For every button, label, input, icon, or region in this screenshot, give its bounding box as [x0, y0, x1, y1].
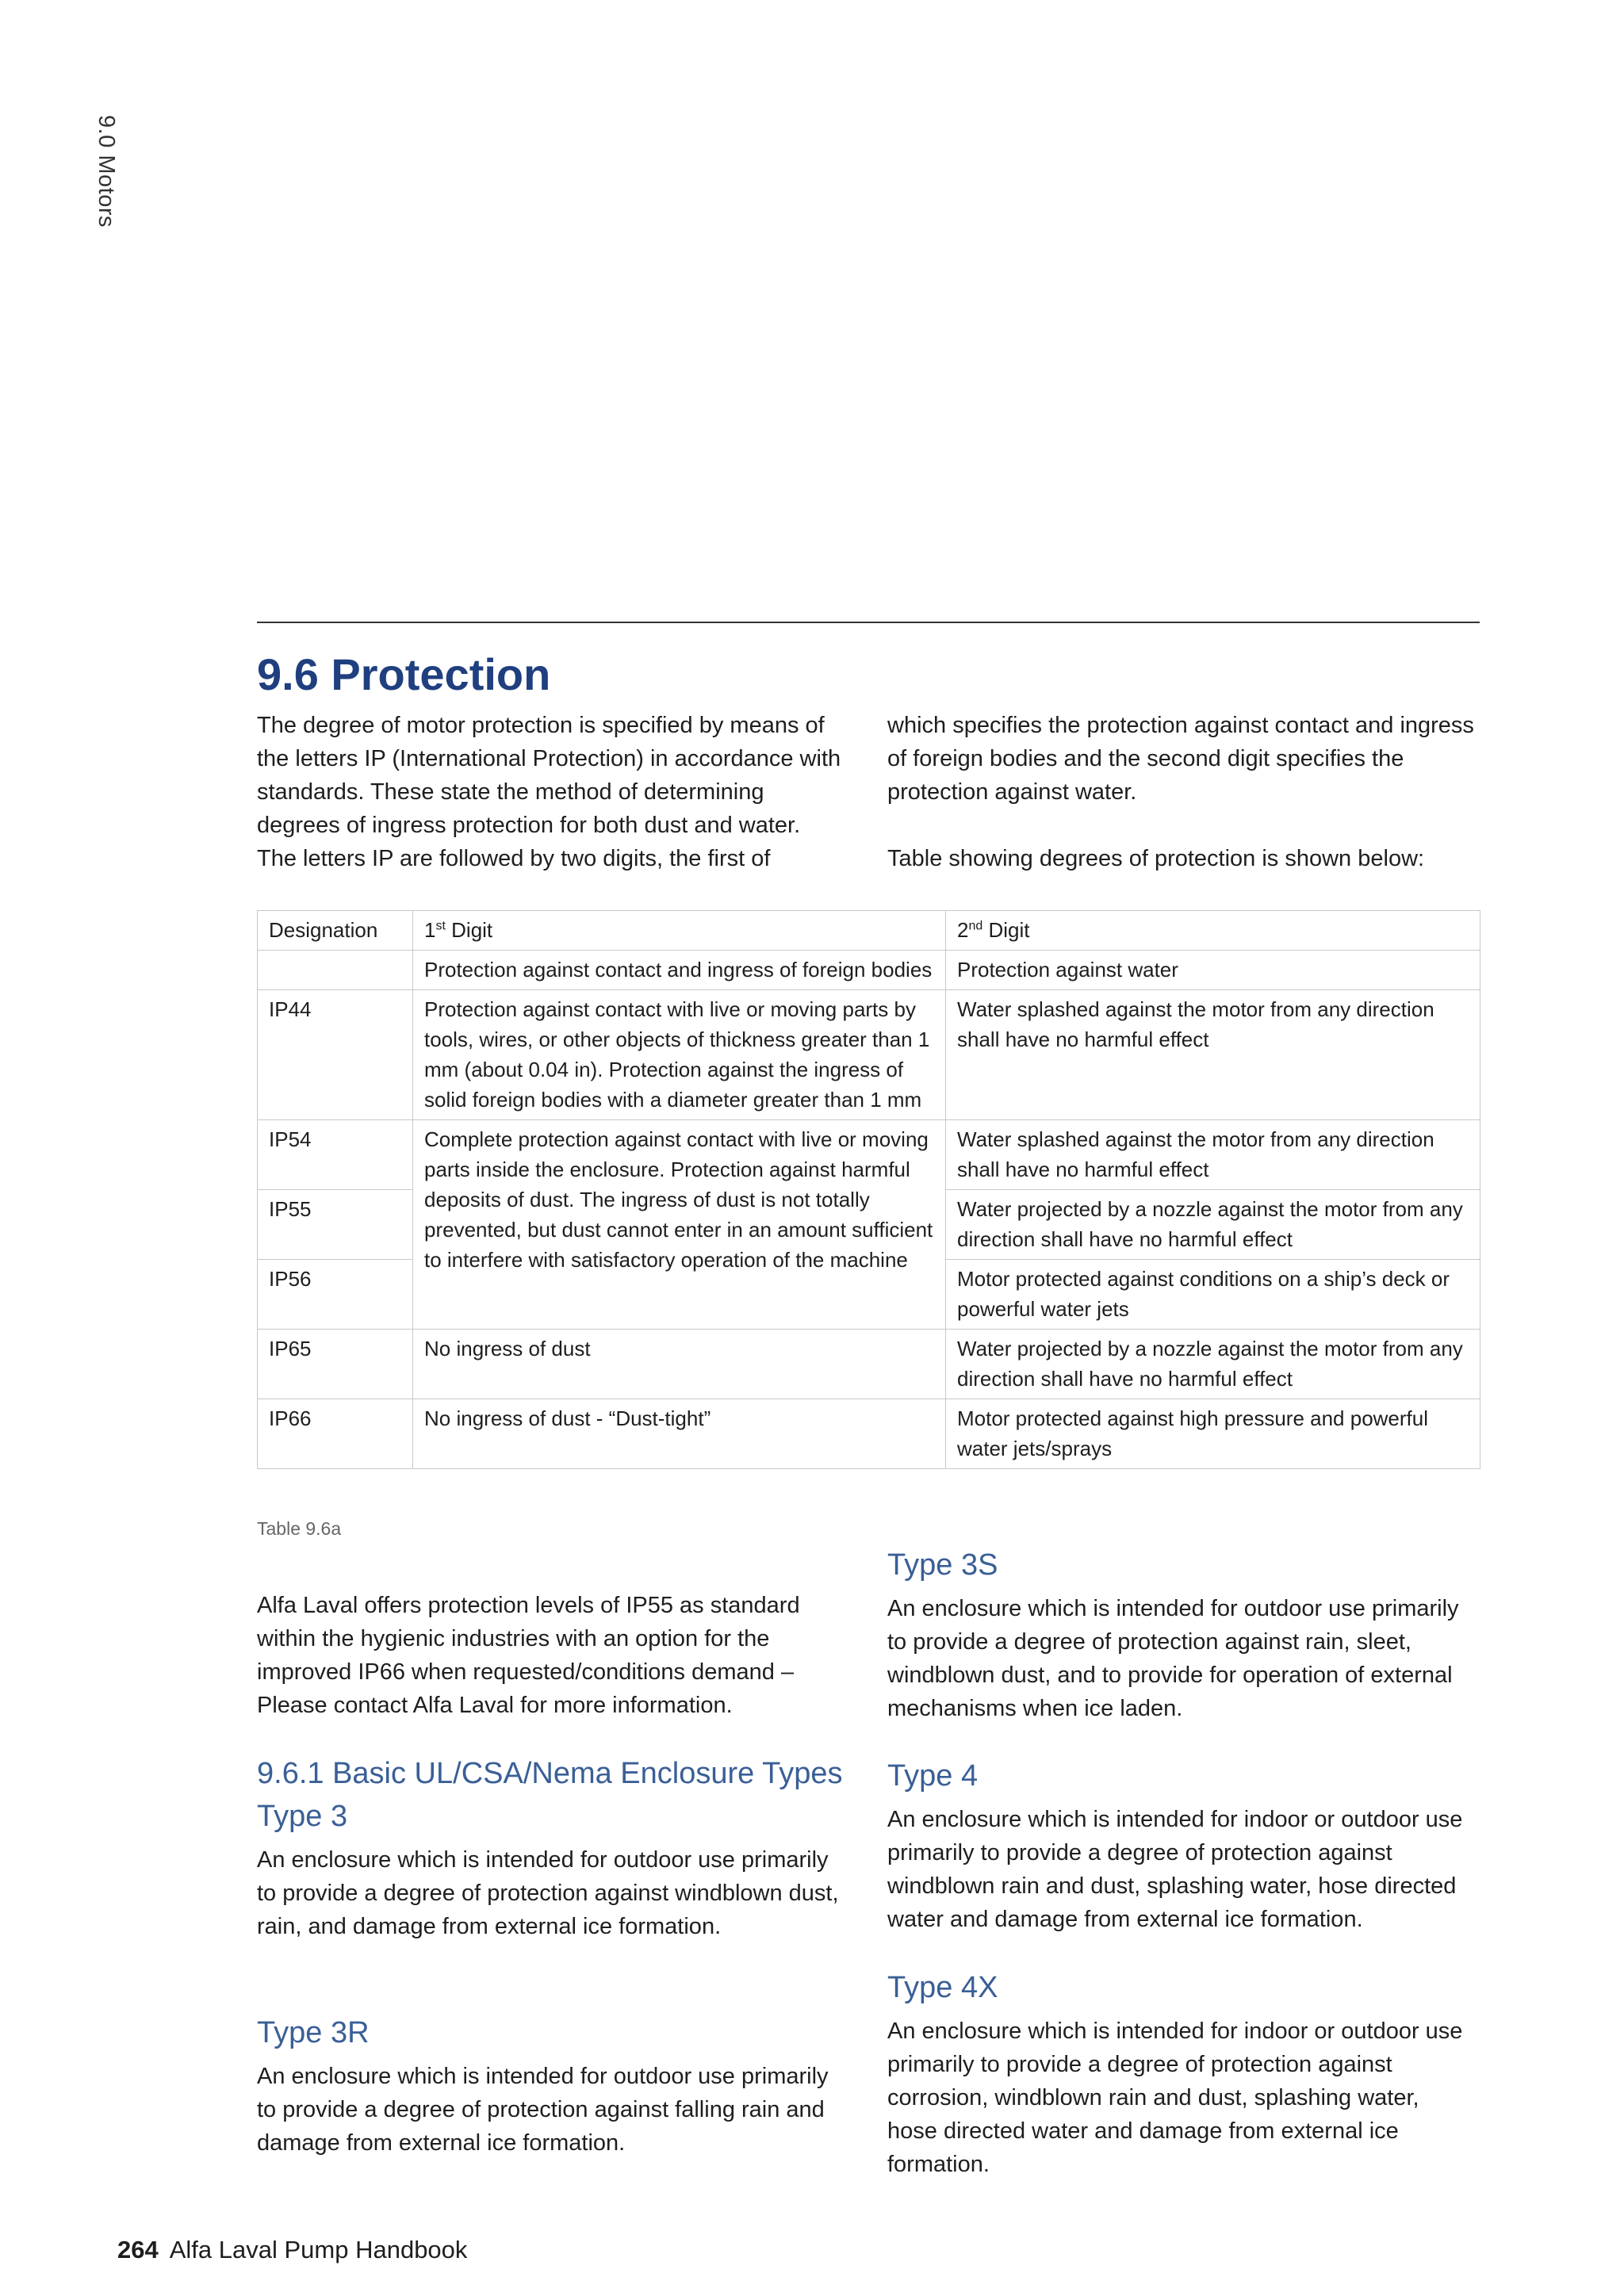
- type4-block: [887, 1757, 1474, 1936]
- intro-paragraph: The degree of motor protection is specified by means of the letters IP (International Protection) in accordance with standards. These state the method of determining degrees of ingress protection for both dust and water. The letters IP are followed by two digits, the first of: [257, 713, 841, 871]
- subheader-first-digit: Protection against contact and ingress of foreign bodies: [413, 951, 946, 990]
- row-second-digit: Motor protected against conditions on a ship’s deck or powerful water jets: [946, 1260, 1480, 1330]
- type4x-text: An enclosure which is intended for indoor or outdoor use primarily to provide a degree of protection against corrosion, windblown rain and dust, splashing water, hose directed water and damage from external ice formation.: [887, 2019, 1463, 2177]
- table-subheader-row: [258, 951, 1480, 990]
- row-second-digit: Water splashed against the motor from any direction shall have no harmful effect: [946, 1120, 1480, 1190]
- type4-title: Type 4: [887, 1759, 979, 1793]
- row-first-digit: Protection against contact with live or moving parts by tools, wires, or other objects of thickness greater than 1 mm (about 0.04 in). Protection against the ingress of solid foreign bodies with a diameter greater than 1 mm: [413, 990, 946, 1120]
- header-designation: Designation: [258, 911, 413, 951]
- row-second-digit: Water projected by a nozzle against the motor from any direction shall have no harmful effect: [946, 1330, 1480, 1399]
- offer-block: [257, 1589, 844, 1722]
- page-footer: [117, 2236, 467, 2264]
- type3r-title: Type 3R: [257, 2016, 370, 2049]
- table-row: [258, 1399, 1480, 1469]
- page-number: 264: [117, 2236, 159, 2263]
- row-designation: IP56: [258, 1260, 413, 1330]
- type4x-title: Type 4X: [887, 1971, 998, 2004]
- type3-title: Type 3: [257, 1800, 348, 1833]
- type3s-block: [887, 1546, 1474, 1725]
- protection-table: [257, 910, 1480, 1469]
- subheader-second-digit: Protection against water: [946, 951, 1480, 990]
- row-designation: IP66: [258, 1399, 413, 1469]
- row-second-digit: Motor protected against high pressure and powerful water jets/sprays: [946, 1399, 1480, 1469]
- intro-paragraph-continued: which specifies the protection against contact and ingress of foreign bodies and the second digit specifies the protection against water.: [887, 713, 1474, 805]
- row-designation: IP55: [258, 1190, 413, 1260]
- table-row: [258, 1120, 1480, 1190]
- row-second-digit: Water splashed against the motor from any direction shall have no harmful effect: [946, 990, 1480, 1120]
- header-first-digit: 1st Digit: [413, 911, 946, 951]
- offer-paragraph: Alfa Laval offers protection levels of IP55 as standard within the hygienic industries with an option for the improved IP66 when requested/conditions demand – Please contact Alfa Laval for more information.: [257, 1593, 800, 1718]
- table-caption: Table 9.6a: [257, 1518, 342, 1539]
- row-first-digit: No ingress of dust: [413, 1330, 946, 1399]
- type3r-block: [257, 2014, 844, 2160]
- type4-text: An enclosure which is intended for indoor or outdoor use primarily to provide a degree of protection against windblown rain and dust, splashing water, hose directed water and damage from external ice formation.: [887, 1807, 1463, 1932]
- table-intro: Table showing degrees of protection is shown below:: [887, 846, 1425, 871]
- row-designation: IP65: [258, 1330, 413, 1399]
- table-cell: [258, 951, 413, 990]
- row-second-digit: Water projected by a nozzle against the motor from any direction shall have no harmful effect: [946, 1190, 1480, 1260]
- row-designation: IP54: [258, 1120, 413, 1190]
- row-first-digit: Complete protection against contact with live or moving parts inside the enclosure. Protection against harmful deposits of dust. The ingress of dust is not totally prevented, but dust cannot enter in an amount sufficient to interfere with satisfactory operation of the machine: [413, 1120, 946, 1330]
- section-divider: [257, 622, 1480, 623]
- table-row: [258, 990, 1480, 1120]
- type3-text: An enclosure which is intended for outdoor use primarily to provide a degree of protection against windblown dust, rain, and damage from external ice formation.: [257, 1847, 839, 1939]
- book-title: Alfa Laval Pump Handbook: [169, 2236, 468, 2263]
- table-row: [258, 1330, 1480, 1399]
- type4x-block: [887, 1969, 1474, 2181]
- type3s-text: An enclosure which is intended for outdoor use primarily to provide a degree of protection against rain, sleet, windblown dust, and to provide for operation of external mechanisms when ice laden.: [887, 1596, 1459, 1721]
- type3r-text: An enclosure which is intended for outdoor use primarily to provide a degree of protection against falling rain and damage from external ice formation.: [257, 2064, 829, 2156]
- intro-left-column: [257, 709, 844, 875]
- subsection-title: 9.6.1 Basic UL/CSA/Nema Enclosure Types: [257, 1757, 843, 1790]
- section-title: 9.6 Protection: [257, 649, 551, 699]
- row-designation: IP44: [258, 990, 413, 1120]
- header-second-digit: 2nd Digit: [946, 911, 1480, 951]
- row-first-digit: No ingress of dust - “Dust-tight”: [413, 1399, 946, 1469]
- subsection-type3: [257, 1755, 844, 1943]
- table-header-row: [258, 911, 1480, 951]
- chapter-side-tab: 9.0 Motors: [94, 115, 119, 228]
- type3s-title: Type 3S: [887, 1548, 998, 1582]
- intro-right-column: [887, 709, 1474, 875]
